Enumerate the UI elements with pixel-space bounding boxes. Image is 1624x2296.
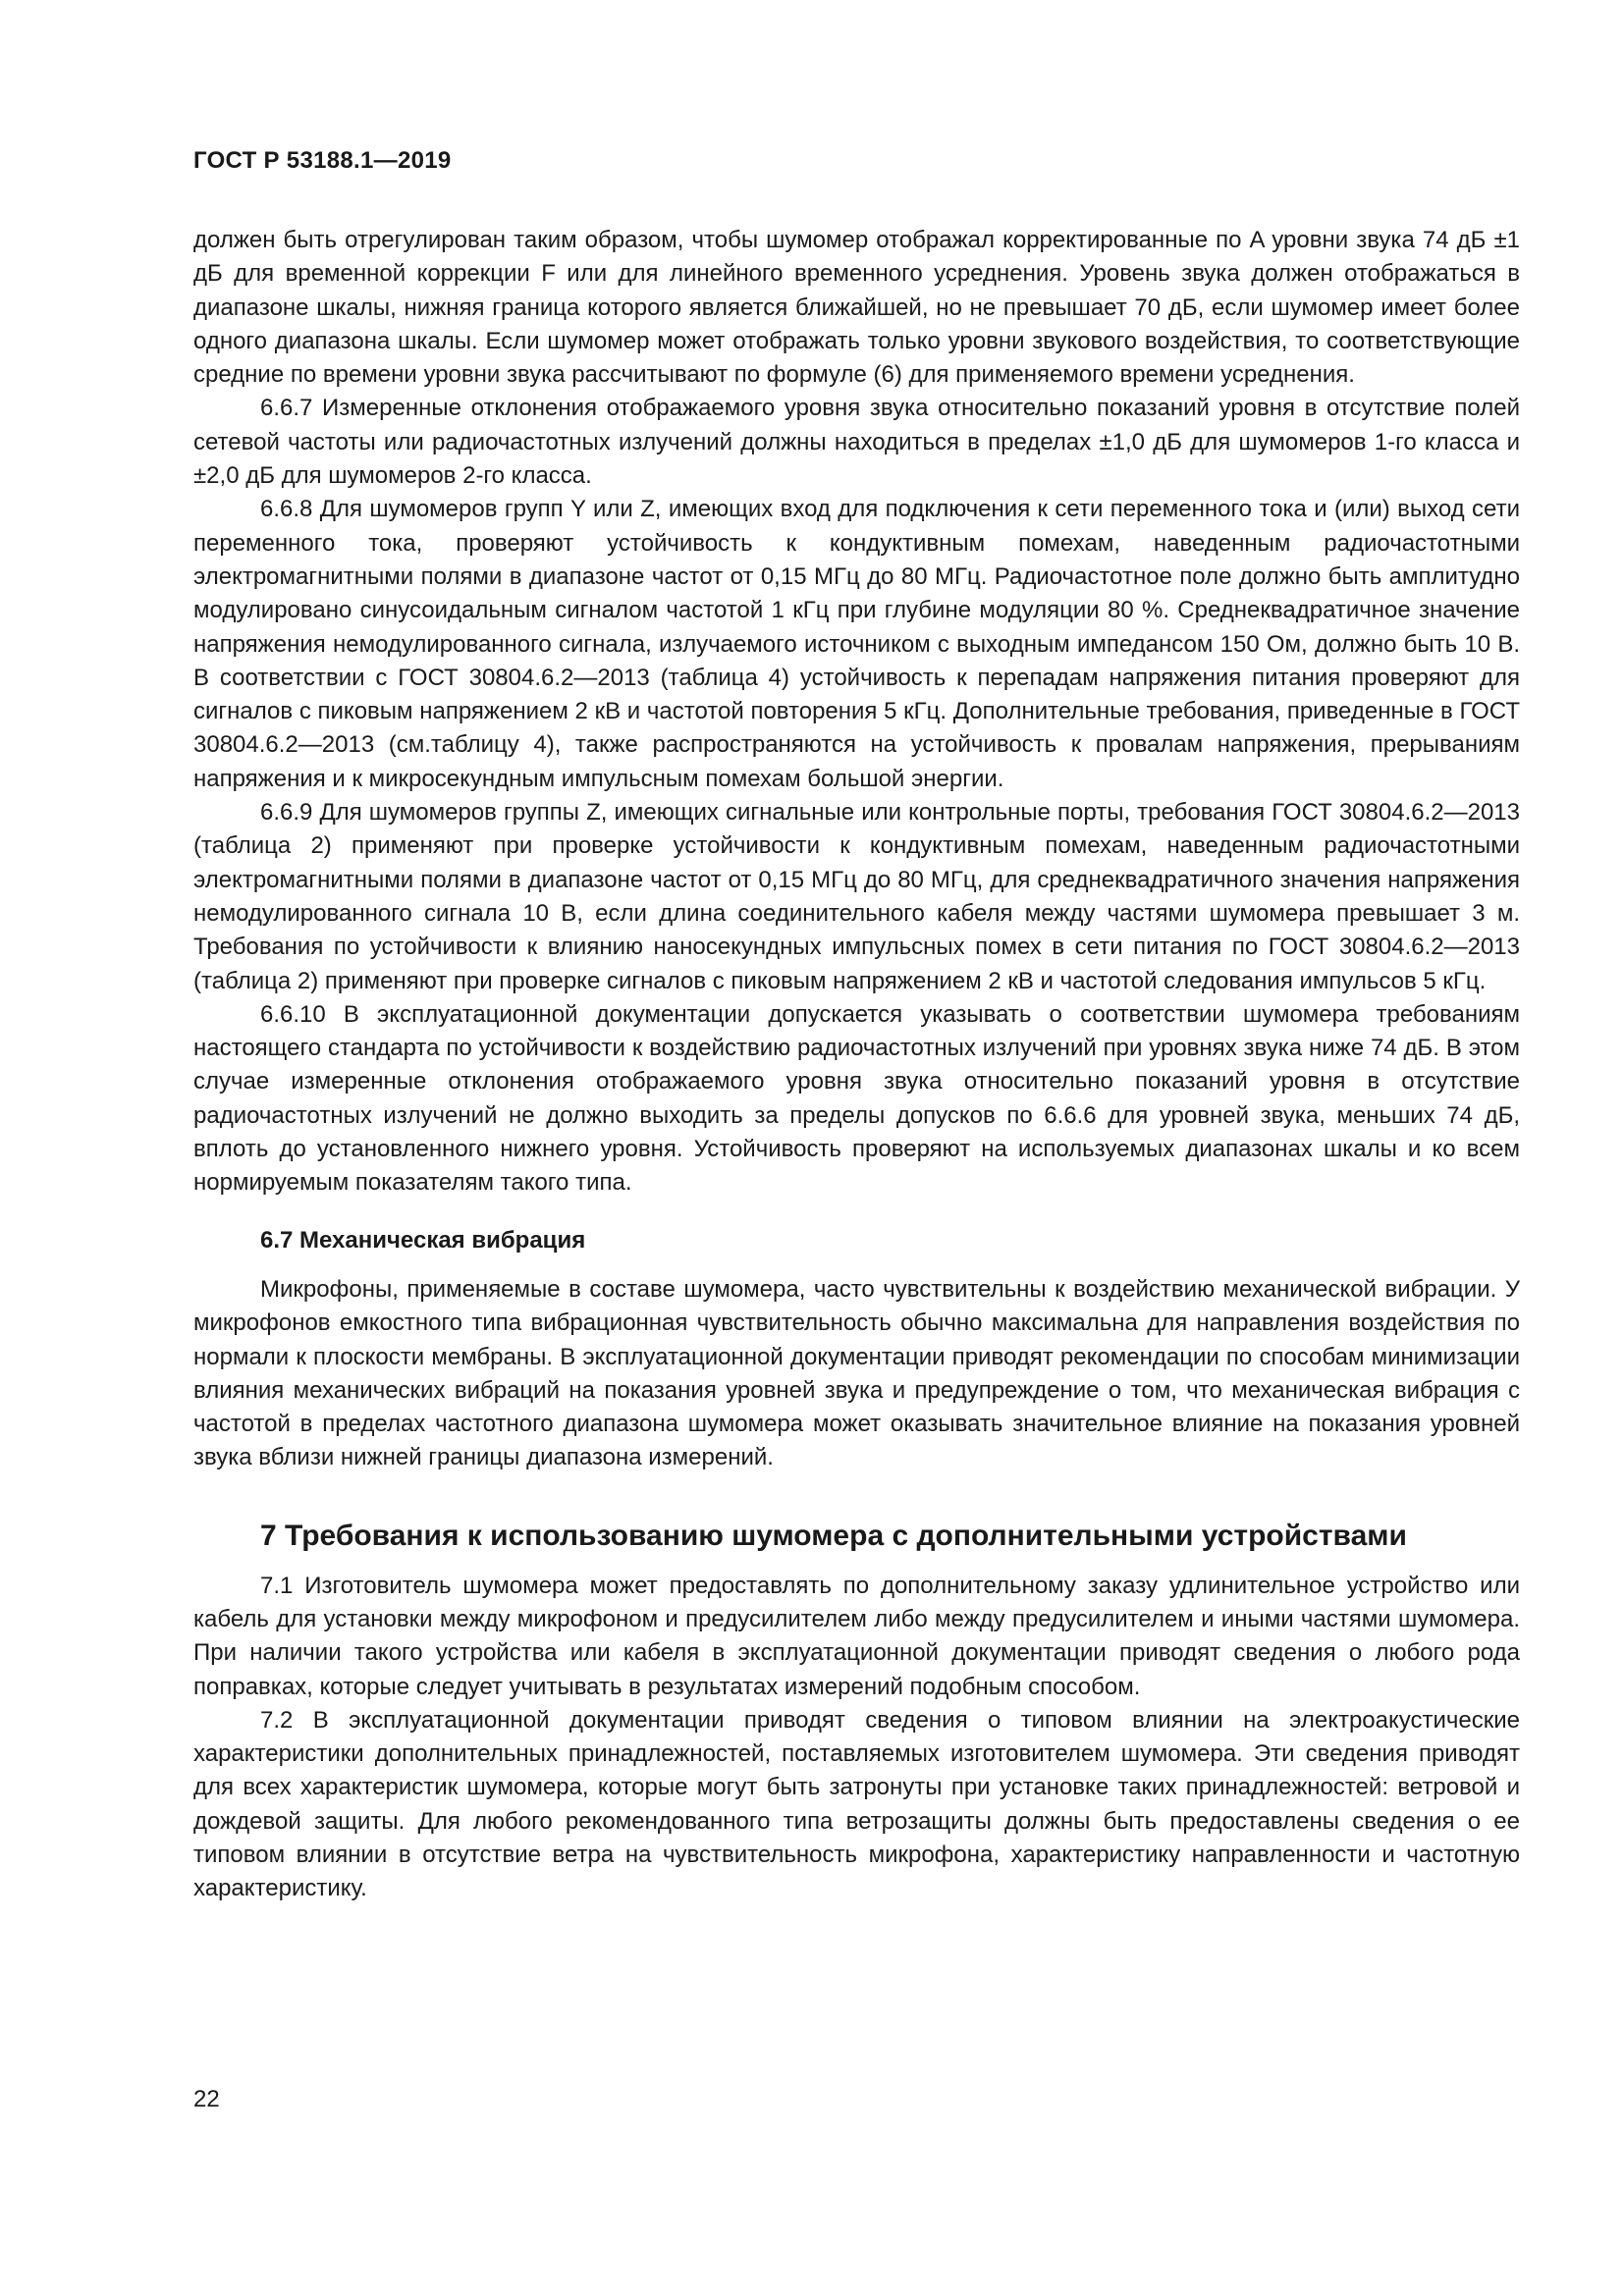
standard-header: ГОСТ Р 53188.1—2019 [193,147,452,174]
page-body [193,224,1520,1906]
page-number: 22 [193,2086,220,2112]
paragraph-6-6-7: 6.6.7 Измеренные отклонения отображаемого уровня звука относительно показаний уровня в отсутствие полей сетевой частоты или радиочастотных излучений должны находиться в пределах ±1,0 дБ для шумомеров 1-го класса и ±2,0 дБ для шумомеров 2-го класса. [193,395,1520,490]
paragraph-7-2: 7.2 В эксплуатационной документации приводят сведения о типовом влиянии на электроакустические характеристики дополнительных принадлежностей, поставляемых изготовителем шумомера. Эти сведения приводят для всех характеристик шумомера, которые могут быть затронуты при установке таких принадлежностей: ветровой и дождевой защиты. Для любого рекомендованного типа ветрозащиты должны быть предоставлены сведения о ее типовом влиянии в отсутствие ветра на чувствительность микрофона, характеристику направленности и частотную характеристику. [193,1706,1520,1902]
paragraph-6-7: Микрофоны, применяемые в составе шумомера, часто чувствительны к воздействию механической вибрации. У микрофонов емкостного типа вибрационная чувствительность обычно максимальна для направления воздействия по нормали к плоскости мембраны. В эксплуатационной документации приводят рекомендации по способам минимизации влияния механических вибраций на показания уровней звука и предупреждение о том, что механическая вибрация с частотой в пределах частотного диапазона шумомера может оказывать значительное влияние на показания уровней звука вблизи нижней границы диапазона измерений. [193,1275,1520,1471]
paragraph-6-6-10: 6.6.10 В эксплуатационной документации допускается указывать о соответствии шумомера требованиям настоящего стандарта по устойчивости к воздействию радиочастотных излучений при уровнях звука ниже 74 дБ. В этом случае измеренные отклонения отображаемого уровня звука относительно показаний уровня в отсутствие радиочастотных излучений не должно выходить за пределы допусков по 6.6.6 для уровней звука, меньших 74 дБ, вплоть до установленного нижнего уровня. Устойчивость проверяют на используемых диапазонах шкалы и ко всем нормируемым показателям такого типа. [193,1000,1520,1197]
paragraph-continuation: должен быть отрегулирован таким образом, чтобы шумомер отображал корректированные по A уровни звука 74 дБ ±1 дБ для временной коррекции F или для линейного временного усреднения. Уровень звука должен отображаться в диапазоне шкалы, нижняя граница которого является ближайшей, но не превышает 70 дБ, если шумомер имеет более одного диапазона шкалы. Если шумомер может отображать только уровни звукового воздействия, то соответствующие средние по времени уровни звука рассчитывают по формуле (6) для применяемого времени усреднения. [193,227,1520,389]
paragraph-6-6-8: 6.6.8 Для шумомеров групп Y или Z, имеющих вход для подключения к сети переменного тока и (или) выход сети переменного тока, проверяют устойчивость к кондуктивным помехам, наведенным радиочастотными электромагнитными полями в диапазоне частот от 0,15 МГц до 80 МГц. Радиочастотное поле должно быть амплитудно модулировано синусоидальным сигналом частотой 1 кГц при глубине модуляции 80 %. Среднеквадратичное значение напряжения немодулированного сигнала, излучаемого источником с выходным импедансом 150 Ом, должно быть 10 В. В соответствии с ГОСТ 30804.6.2—2013 (таблица 4) устойчивость к перепадам напряжения питания проверяют для сигналов с пиковым напряжением 2 кВ и частотой повторения 5 кГц. Дополнительные требования, приведенные в ГОСТ 30804.6.2—2013 (см.таблицу 4), также распространяются на устойчивость к провалам напряжения, прерываниям напряжения и к микросекундным импульсным помехам большой энергии. [193,496,1520,792]
paragraph-7-1: 7.1 Изготовитель шумомера может предоставлять по дополнительному заказу удлинительное устройство или кабель для установки между микрофоном и предусилителем либо между предусилителем и иными частями шумомера. При наличии такого устройства или кабеля в эксплуатационной документации приводят сведения о любого рода поправках, которые следует учитывать в результатах измерений подобным способом. [193,1572,1520,1700]
paragraph-6-6-9: 6.6.9 Для шумомеров группы Z, имеющих сигнальные или контрольные порты, требования ГОСТ 30804.6.2—2013 (таблица 2) применяют при проверке устойчивости к кондуктивным помехам, наведенным радиочастотными электромагнитными полями в диапазоне частот от 0,15 МГц до 80 МГц, для среднеквадратичного значения напряжения немодулированного сигнала 10 В, если длина соединительного кабеля между частями шумомера превышает 3 м. Требования по устойчивости к влиянию наносекундных импульсных помех в сети питания по ГОСТ 30804.6.2—2013 (таблица 2) применяют при проверке сигналов с пиковым напряжением 2 кВ и частотой следования импульсов 5 кГц. [193,799,1520,994]
heading-7: 7 Требования к использованию шумомера с дополнительными устройствами [260,1519,1407,1552]
heading-6-7: 6.7 Механическая вибрация [260,1226,586,1254]
